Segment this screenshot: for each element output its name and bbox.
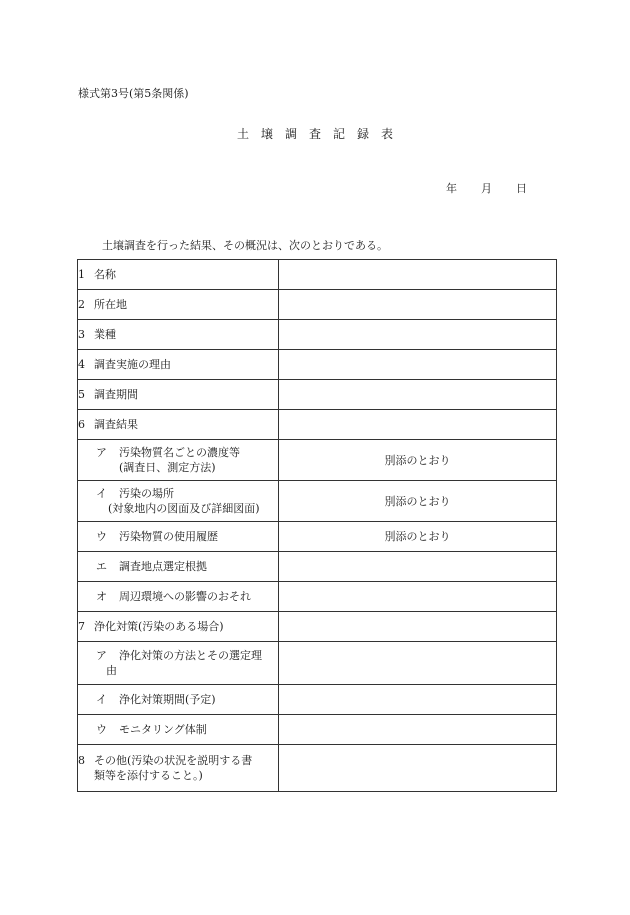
row-value[interactable]: 別添のとおり: [279, 522, 557, 552]
title-char: 表: [381, 127, 394, 141]
title-char: 録: [357, 127, 370, 141]
record-table: [77, 259, 557, 792]
table-row: [78, 350, 557, 380]
table-row: [78, 685, 557, 715]
row-label: ウ モニタリング体制: [78, 715, 279, 745]
table-row: [78, 410, 557, 440]
row-value[interactable]: [279, 642, 557, 685]
row-label: 8 その他(汚染の状況を説明する書 類等を添付すること。): [78, 745, 279, 792]
title-char: 査: [308, 127, 321, 141]
table-row: [78, 440, 557, 481]
form-number: 様式第3号(第5条関係): [78, 87, 189, 100]
table-row: [78, 290, 557, 320]
title-char: 記: [333, 127, 346, 141]
row-label: ア 浄化対策の方法とその選定理 由: [78, 642, 279, 685]
row-value[interactable]: [279, 260, 557, 290]
row-label: ウ 汚染物質の使用履歴: [78, 522, 279, 552]
table-row: [78, 260, 557, 290]
row-value[interactable]: [279, 582, 557, 612]
row-value[interactable]: [279, 320, 557, 350]
table-row: [78, 481, 557, 522]
table-row: [78, 380, 557, 410]
row-label: イ 汚染の場所 (対象地内の図面及び詳細図面): [78, 481, 279, 522]
table-row: [78, 552, 557, 582]
row-value[interactable]: [279, 685, 557, 715]
row-label: 6 調査結果: [78, 410, 279, 440]
row-value[interactable]: [279, 745, 557, 792]
table-row: [78, 320, 557, 350]
row-label: オ 周辺環境への影響のおそれ: [78, 582, 279, 612]
row-value[interactable]: 別添のとおり: [279, 440, 557, 481]
table-row: [78, 582, 557, 612]
row-label: 7 浄化対策(汚染のある場合): [78, 612, 279, 642]
date-month: 月: [481, 182, 492, 195]
table-row: [78, 715, 557, 745]
date-year: 年: [446, 182, 457, 195]
title-char: 土: [236, 127, 249, 141]
row-label: イ 浄化対策期間(予定): [78, 685, 279, 715]
row-label: ア 汚染物質名ごとの濃度等 (調査日、測定方法): [78, 440, 279, 481]
row-value[interactable]: [279, 410, 557, 440]
row-label: 5 調査期間: [78, 380, 279, 410]
table-row: [78, 612, 557, 642]
row-value[interactable]: 別添のとおり: [279, 481, 557, 522]
title-char: 調: [284, 127, 297, 141]
row-value[interactable]: [279, 380, 557, 410]
table-row: [78, 745, 557, 792]
row-value[interactable]: [279, 612, 557, 642]
intro-text: 土壌調査を行った結果、その概況は、次のとおりである。: [102, 239, 388, 252]
row-value[interactable]: [279, 715, 557, 745]
row-label: エ 調査地点選定根拠: [78, 552, 279, 582]
row-label: 1 名称: [78, 260, 279, 290]
row-label: 4 調査実施の理由: [78, 350, 279, 380]
title-char: 壌: [260, 127, 273, 141]
row-label: 3 業種: [78, 320, 279, 350]
row-label: 2 所在地: [78, 290, 279, 320]
document-title: [0, 125, 630, 142]
row-value[interactable]: [279, 290, 557, 320]
table-row: [78, 642, 557, 685]
date-day: 日: [516, 182, 527, 195]
row-value[interactable]: [279, 552, 557, 582]
table-row: [78, 522, 557, 552]
row-value[interactable]: [279, 350, 557, 380]
